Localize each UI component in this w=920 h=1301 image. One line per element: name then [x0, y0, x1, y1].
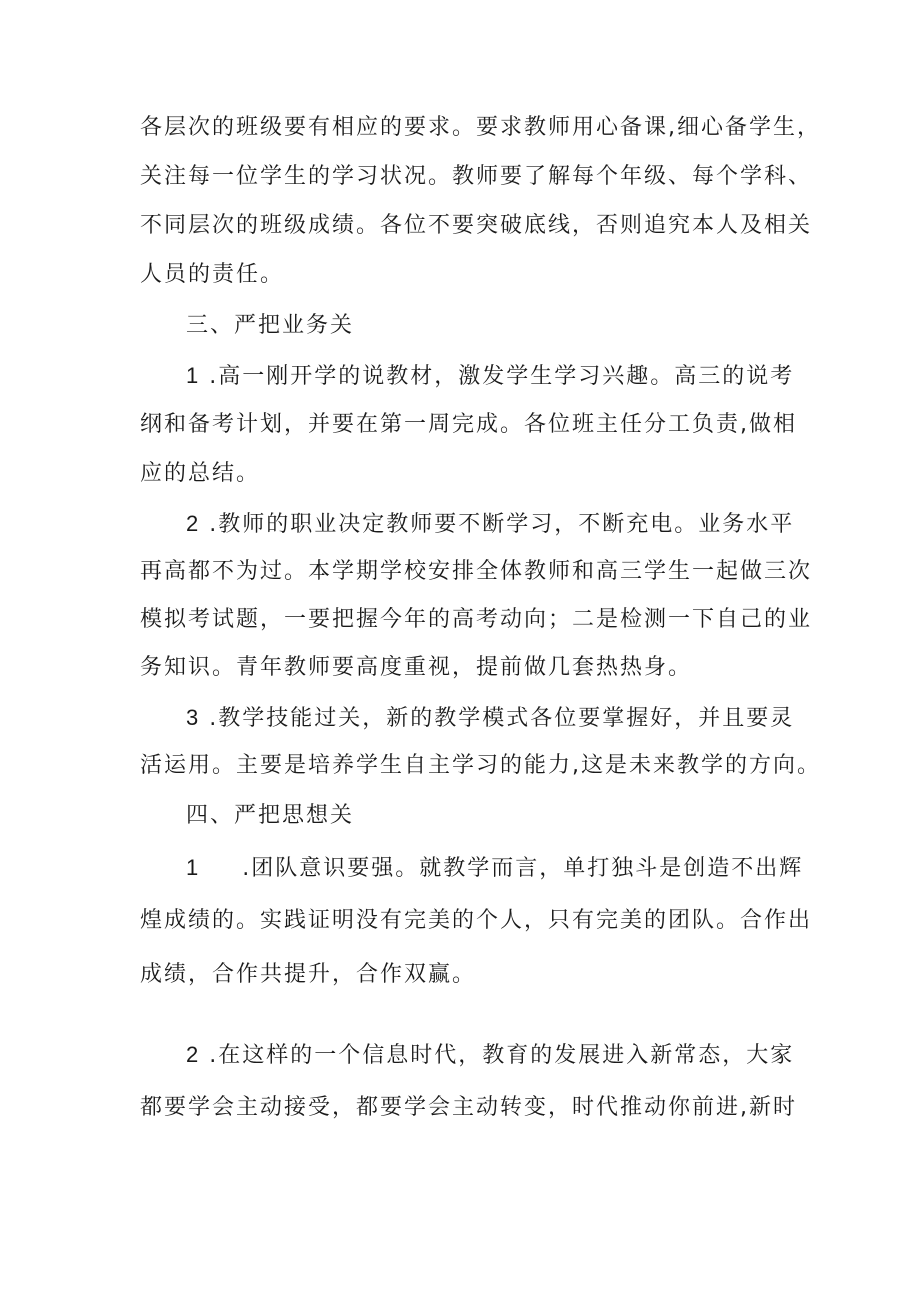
item-text: .团队意识要强。就教学而言，单打独斗是创造不出辉 [242, 856, 804, 881]
paragraph-line: 模拟考试题，一要把握今年的高考动向；二是检测一下自己的业 [140, 607, 813, 632]
list-item-first-line [186, 853, 803, 884]
paragraph-line: 煌成绩的。实践证明没有完美的个人，只有完美的团队。合作出 [140, 908, 813, 933]
paragraph-line: 都要学会主动接受，都要学会主动转变，时代推动你前进,新时 [140, 1095, 797, 1120]
paragraph-line: 活运用。主要是培养学生自主学习的能力,这是未来教学的方向。 [140, 753, 821, 778]
item-text: .高一刚开学的说教材，激发学生学习兴趣。高三的说考 [209, 364, 795, 389]
paragraph-line: 人员的责任。 [140, 262, 285, 287]
list-item-first-line [186, 509, 794, 540]
paragraph-line: 成绩，合作共提升，合作双赢。 [140, 962, 477, 987]
paragraph-line: 再高都不为过。本学期学校安排全体教师和高三学生一起做三次 [140, 559, 813, 584]
list-item-first-line [186, 703, 794, 734]
item-number: 2 [186, 511, 201, 536]
item-text: .教学技能过关，新的教学模式各位要掌握好，并且要灵 [209, 706, 795, 731]
section-heading-4: 四、严把思想关 [186, 803, 355, 828]
item-number: 2 [186, 1042, 201, 1067]
paragraph-line: 各层次的班级要有相应的要求。要求教师用心备课,细心备学生， [140, 115, 821, 140]
paragraph-line: 纲和备考计划，并要在第一周完成。各位班主任分工负责,做相 [140, 412, 797, 437]
paragraph-line: 务知识。青年教师要高度重视，提前做几套热热身。 [140, 655, 693, 680]
item-text: .教师的职业决定教师要不断学习，不断充电。业务水平 [209, 512, 795, 537]
paragraph-line: 关注每一位学生的学习状况。教师要了解每个年级、每个学科、 [140, 164, 813, 189]
paragraph-line: 不同层次的班级成绩。各位不要突破底线，否则追究本人及相关 [140, 213, 813, 238]
item-number: 1 [186, 855, 201, 880]
item-text: .在这样的一个信息时代，教育的发展进入新常态，大家 [209, 1043, 795, 1068]
item-number: 3 [186, 705, 201, 730]
paragraph-line: 应的总结。 [140, 461, 261, 486]
item-number: 1 [186, 363, 201, 388]
list-item-first-line [186, 1040, 794, 1071]
section-heading-3: 三、严把业务关 [186, 313, 355, 338]
list-item-first-line [186, 361, 794, 392]
